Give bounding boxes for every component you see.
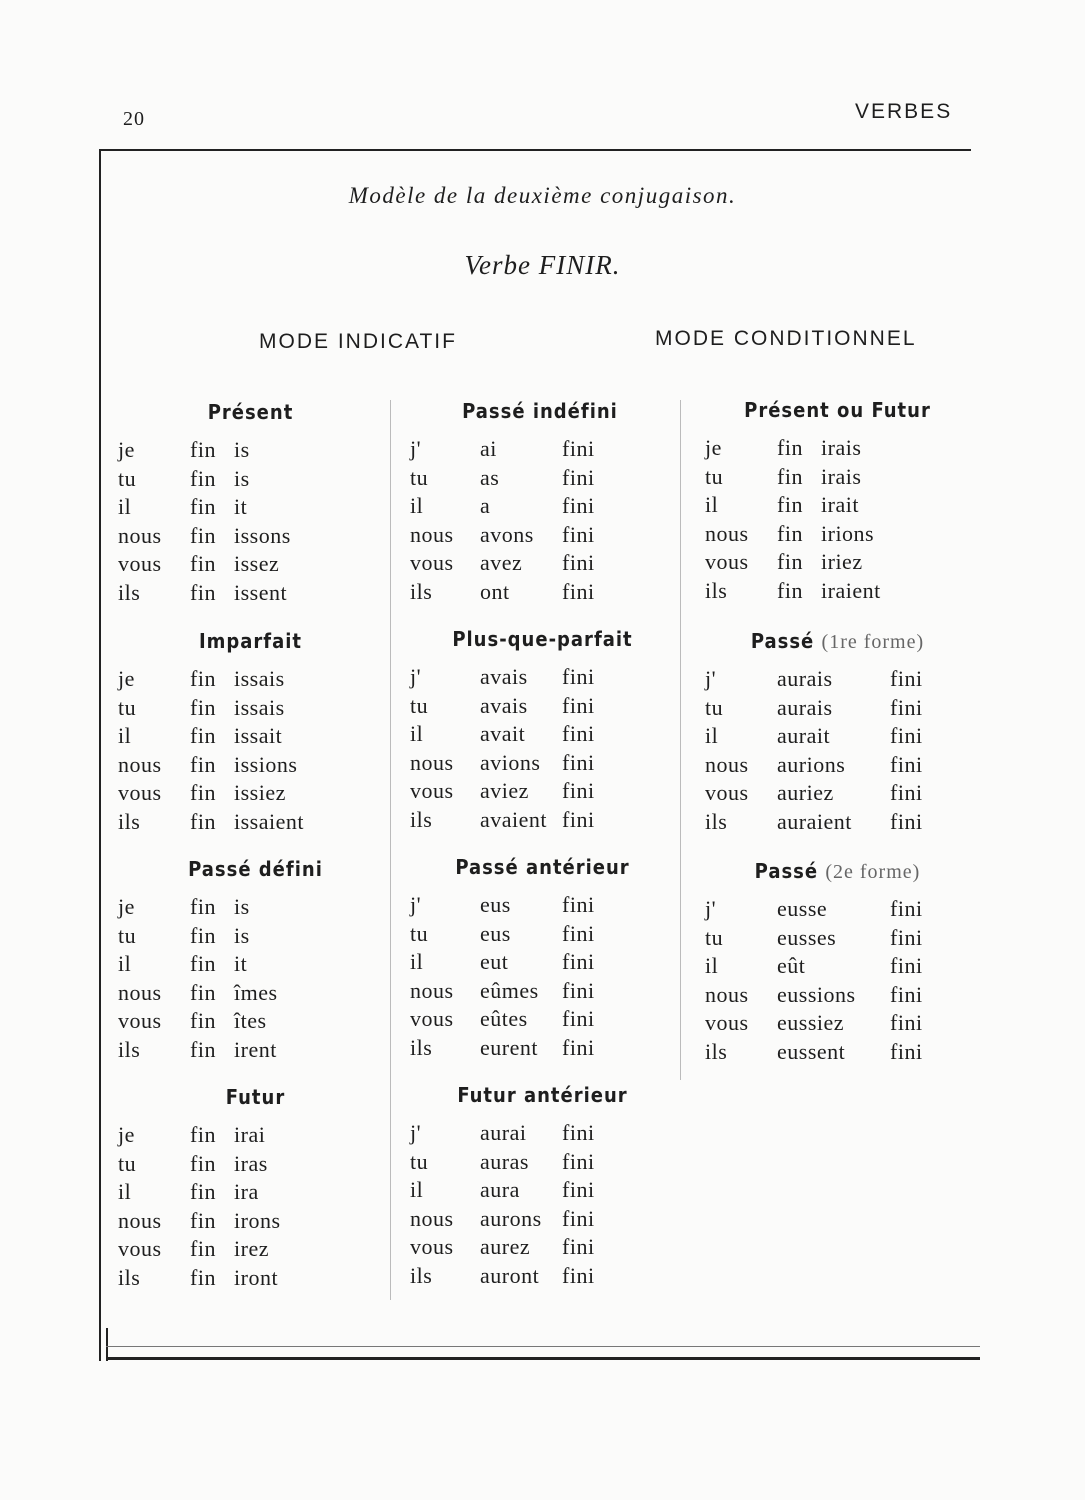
participle: fini: [562, 578, 595, 604]
conjugation-row: [705, 665, 970, 694]
column-divider-2: [680, 400, 681, 1080]
participle: fini: [562, 721, 595, 746]
pronoun: je: [705, 435, 722, 460]
pronoun: vous: [118, 1008, 162, 1033]
pronoun: ils: [410, 806, 433, 832]
pronoun: vous: [410, 1006, 454, 1031]
verb-ending: is: [234, 437, 250, 462]
verb-stem: fin: [190, 579, 216, 605]
verb-ending: irons: [234, 1207, 281, 1233]
participle: fini: [562, 493, 595, 518]
conjugation-row: [118, 751, 383, 780]
conjugation-row: [410, 891, 675, 920]
auxiliary: eussions: [777, 981, 856, 1007]
auxiliary: aurais: [777, 694, 833, 720]
verb-stem: fin: [190, 894, 216, 919]
conjugation-row: [705, 491, 970, 520]
pronoun: tu: [705, 694, 724, 720]
tense-plus-que-parfait: [410, 623, 675, 834]
verb-title: Verbe FINIR.: [464, 250, 621, 280]
tense-conditionnel-present: [705, 394, 970, 605]
verb-ending: it: [234, 494, 248, 519]
pronoun: nous: [118, 1207, 162, 1233]
pronoun: il: [410, 493, 424, 518]
verb-ending: is: [234, 894, 250, 919]
mode-conditionnel-heading: MODE CONDITIONNEL: [655, 327, 917, 350]
conjugation-row: [118, 465, 383, 494]
conjugation-row: [410, 920, 675, 949]
verb-ending: issons: [234, 522, 291, 548]
conjugation-row: [118, 950, 393, 979]
auxiliary: avions: [480, 749, 541, 775]
tense-title: Passé: [750, 629, 815, 653]
pronoun: vous: [118, 780, 162, 805]
auxiliary: avons: [480, 521, 534, 547]
pronoun: vous: [410, 550, 454, 575]
verb-ending: irais: [821, 435, 862, 460]
verb-stem: fin: [190, 694, 216, 720]
auxiliary: avais: [480, 692, 528, 718]
participle: fini: [562, 464, 595, 490]
pronoun: tu: [118, 694, 137, 720]
pronoun: il: [705, 953, 719, 978]
pronoun: tu: [118, 922, 137, 948]
conjugation-row: [705, 952, 970, 981]
pronoun: ils: [410, 1034, 433, 1060]
tense-title: Imparfait: [198, 629, 303, 653]
conjugation-row: [410, 1148, 675, 1177]
pronoun: je: [118, 894, 135, 919]
participle: fini: [562, 977, 595, 1003]
verb-stem: fin: [777, 492, 803, 517]
conjugation-row: [410, 749, 675, 778]
verb-stem: fin: [190, 1264, 216, 1290]
conjugation-row: [705, 924, 970, 953]
conjugation-row: [410, 1034, 675, 1063]
verb-ending: issez: [234, 551, 280, 576]
pronoun: tu: [705, 463, 724, 489]
auxiliary: auras: [480, 1148, 529, 1174]
tense-present: [118, 396, 383, 607]
auxiliary: auriez: [777, 780, 834, 805]
pronoun: ils: [118, 1036, 141, 1062]
conjugation-row: [410, 435, 670, 464]
conjugation-row: [410, 492, 670, 521]
auxiliary: avaient: [480, 806, 548, 832]
pronoun: vous: [705, 780, 749, 805]
conjugation-row: [410, 948, 675, 977]
conjugation-row: [118, 550, 383, 579]
participle: fini: [562, 1034, 595, 1060]
pronoun: il: [118, 494, 132, 519]
auxiliary: as: [480, 464, 500, 490]
verb-ending: îmes: [234, 979, 278, 1005]
auxiliary: auraient: [777, 808, 852, 834]
tense-passe-indefini: [410, 395, 670, 606]
conjugation-row: [410, 977, 675, 1006]
pronoun: vous: [705, 549, 749, 574]
pronoun: tu: [410, 1148, 429, 1174]
verb-stem: fin: [190, 808, 216, 834]
participle: fini: [890, 694, 923, 720]
pronoun: je: [118, 1122, 135, 1147]
auxiliary: eus: [480, 892, 511, 917]
conjugation-row: [410, 578, 670, 607]
top-rule: [99, 149, 971, 151]
conjugation-row: [118, 922, 393, 951]
participle: fini: [890, 1038, 923, 1064]
verb-ending: issais: [234, 694, 285, 720]
tense-note: (1re forme): [821, 631, 925, 653]
conjugation-row: [118, 1178, 393, 1207]
conjugation-row: [118, 779, 383, 808]
participle: fini: [890, 808, 923, 834]
conjugation-row: [705, 722, 970, 751]
conjugation-row: [118, 694, 383, 723]
conjugation-row: [705, 981, 970, 1010]
verb-stem: fin: [190, 1036, 216, 1062]
conjugation-row: [118, 1207, 393, 1236]
pronoun: tu: [118, 1150, 137, 1176]
pronoun: j': [410, 1120, 422, 1145]
verb-stem: fin: [190, 1150, 216, 1176]
participle: fini: [562, 436, 595, 461]
conjugation-row: [118, 1121, 393, 1150]
conjugation-row: [118, 979, 393, 1008]
model-title: Modèle de la deuxième conjugaison.: [348, 183, 737, 208]
pronoun: tu: [705, 924, 724, 950]
participle: fini: [562, 664, 595, 689]
verb-ending: it: [234, 951, 248, 976]
verb-stem: fin: [190, 551, 216, 576]
left-rule: [99, 149, 101, 1361]
pronoun: vous: [410, 1234, 454, 1259]
participle: fini: [562, 1177, 595, 1202]
auxiliary: aurez: [480, 1234, 531, 1259]
conjugation-row: [705, 694, 970, 723]
participle: fini: [562, 521, 595, 547]
verb-ending: iras: [234, 1150, 268, 1176]
participle: fini: [562, 1120, 595, 1145]
pronoun: nous: [410, 521, 454, 547]
participle: fini: [562, 1205, 595, 1231]
pronoun: vous: [118, 551, 162, 576]
auxiliary: avez: [480, 550, 523, 575]
conjugation-row: [410, 464, 670, 493]
verb-ending: issaient: [234, 808, 304, 834]
conjugation-row: [118, 1235, 393, 1264]
verb-ending: issiez: [234, 780, 286, 805]
tense-passe-defini: [118, 853, 393, 1064]
pronoun: j': [410, 664, 422, 689]
verb-ending: îtes: [234, 1008, 267, 1033]
conjugation-row: [410, 1233, 675, 1262]
verb-stem: fin: [190, 1207, 216, 1233]
verb-stem: fin: [190, 751, 216, 777]
pronoun: ils: [705, 577, 728, 603]
participle: fini: [562, 949, 595, 974]
participle: fini: [890, 1010, 923, 1035]
tense-title: Passé antérieur: [455, 855, 630, 879]
tense-conditionnel-passe-2: [705, 855, 970, 1066]
verb-stem: fin: [190, 723, 216, 748]
participle: fini: [890, 723, 923, 748]
verb-stem: fin: [777, 435, 803, 460]
participle: fini: [890, 924, 923, 950]
conjugation-row: [118, 436, 383, 465]
auxiliary: eusses: [777, 924, 837, 950]
pronoun: ils: [705, 808, 728, 834]
verb-ending: irai: [234, 1122, 266, 1147]
conjugation-row: [410, 777, 675, 806]
auxiliary: eusse: [777, 896, 828, 921]
conjugation-row: [705, 548, 970, 577]
participle: fini: [562, 1148, 595, 1174]
verb-ending: irent: [234, 1036, 277, 1062]
conjugation-row: [118, 665, 383, 694]
tense-passe-anterieur: [410, 851, 675, 1062]
pronoun: j': [705, 666, 717, 691]
conjugation-row: [410, 1119, 675, 1148]
pronoun: j': [410, 436, 422, 461]
pronoun: il: [705, 723, 719, 748]
pronoun: nous: [410, 1205, 454, 1231]
auxiliary: eus: [480, 920, 511, 946]
verb-stem: fin: [190, 666, 216, 691]
pronoun: nous: [705, 520, 749, 546]
conjugation-row: [410, 1205, 675, 1234]
tense-title: Futur antérieur: [457, 1083, 628, 1107]
verb-ending: iraient: [821, 577, 881, 603]
conjugation-row: [705, 463, 970, 492]
verb-stem: fin: [777, 463, 803, 489]
pronoun: il: [118, 1179, 132, 1204]
tense-title: Présent ou Futur: [744, 398, 931, 422]
participle: fini: [562, 806, 595, 832]
pronoun: nous: [118, 751, 162, 777]
verb-ending: is: [234, 465, 250, 491]
tense-futur: [118, 1081, 393, 1292]
tense-title: Passé: [754, 859, 819, 883]
participle: fini: [890, 780, 923, 805]
pronoun: je: [118, 437, 135, 462]
auxiliary: avais: [480, 664, 528, 689]
auxiliary: aurait: [777, 723, 831, 748]
verb-ending: iriez: [821, 549, 863, 574]
participle: fini: [890, 953, 923, 978]
conjugation-row: [705, 520, 970, 549]
verb-ending: is: [234, 922, 250, 948]
pronoun: il: [410, 949, 424, 974]
pronoun: il: [410, 721, 424, 746]
participle: fini: [562, 692, 595, 718]
pronoun: ils: [410, 578, 433, 604]
tense-title: Passé indéfini: [462, 399, 618, 423]
pronoun: tu: [410, 692, 429, 718]
pronoun: il: [118, 723, 132, 748]
verb-stem: fin: [190, 780, 216, 805]
running-head: VERBES: [855, 100, 953, 123]
tense-title: Futur: [225, 1085, 286, 1109]
participle: fini: [890, 981, 923, 1007]
conjugation-row: [118, 493, 383, 522]
verb-stem: fin: [777, 577, 803, 603]
verb-ending: issent: [234, 579, 288, 605]
conjugation-row: [118, 1036, 393, 1065]
verb-stem: fin: [190, 979, 216, 1005]
conjugation-row: [410, 692, 675, 721]
verb-stem: fin: [777, 549, 803, 574]
pronoun: j': [705, 896, 717, 921]
auxiliary: eûtes: [480, 1006, 528, 1031]
tense-title: Présent: [207, 400, 294, 424]
tense-imparfait: [118, 625, 383, 836]
mode-indicatif-heading: MODE INDICATIF: [259, 330, 457, 353]
auxiliary: auront: [480, 1262, 540, 1288]
pronoun: nous: [410, 749, 454, 775]
conjugation-row: [705, 751, 970, 780]
auxiliary: eut: [480, 949, 509, 974]
participle: fini: [562, 778, 595, 803]
pronoun: ils: [118, 808, 141, 834]
verb-stem: fin: [190, 951, 216, 976]
bottom-rule-thin: [106, 1346, 980, 1347]
verb-stem: fin: [777, 520, 803, 546]
verb-stem: fin: [190, 465, 216, 491]
conjugation-row: [705, 434, 970, 463]
auxiliary: aurais: [777, 666, 833, 691]
verb-ending: issait: [234, 723, 283, 748]
conjugation-row: [410, 1005, 675, 1034]
verb-ending: issions: [234, 751, 298, 777]
conjugation-row: [410, 549, 670, 578]
verb-stem: fin: [190, 1122, 216, 1147]
conjugation-row: [118, 722, 383, 751]
tense-futur-anterieur: [410, 1079, 675, 1290]
conjugation-row: [410, 1176, 675, 1205]
pronoun: il: [410, 1177, 424, 1202]
conjugation-row: [410, 521, 670, 550]
auxiliary: a: [480, 493, 491, 518]
verb-ending: irez: [234, 1236, 269, 1261]
conjugation-row: [118, 579, 383, 608]
tense-note: (2e forme): [825, 861, 921, 883]
auxiliary: eussent: [777, 1038, 846, 1064]
auxiliary: ai: [480, 436, 497, 461]
pronoun: nous: [410, 977, 454, 1003]
auxiliary: aurai: [480, 1120, 527, 1145]
conjugation-row: [705, 808, 970, 837]
conjugation-row: [705, 895, 970, 924]
verb-ending: irait: [821, 492, 859, 517]
pronoun: je: [118, 666, 135, 691]
tense-title: Plus-que-parfait: [452, 627, 633, 651]
verb-stem: fin: [190, 1179, 216, 1204]
auxiliary: eût: [777, 953, 806, 978]
auxiliary: aurions: [777, 751, 846, 777]
participle: fini: [562, 892, 595, 917]
pronoun: nous: [118, 522, 162, 548]
tense-conditionnel-passe-1: [705, 625, 970, 836]
auxiliary: ont: [480, 578, 510, 604]
participle: fini: [890, 896, 923, 921]
pronoun: tu: [118, 465, 137, 491]
pronoun: vous: [705, 1010, 749, 1035]
verb-stem: fin: [190, 922, 216, 948]
page-number: 20: [123, 108, 145, 130]
pronoun: j': [410, 892, 422, 917]
conjugation-row: [118, 808, 383, 837]
participle: fini: [562, 920, 595, 946]
participle: fini: [562, 1006, 595, 1031]
conjugation-row: [410, 720, 675, 749]
participle: fini: [890, 751, 923, 777]
participle: fini: [562, 550, 595, 575]
verb-ending: irais: [821, 463, 862, 489]
conjugation-row: [410, 806, 675, 835]
participle: fini: [562, 749, 595, 775]
bottom-rule: [106, 1357, 980, 1360]
verb-ending: iront: [234, 1264, 279, 1290]
pronoun: nous: [118, 979, 162, 1005]
pronoun: vous: [410, 778, 454, 803]
conjugation-row: [410, 663, 675, 692]
pronoun: nous: [705, 981, 749, 1007]
pronoun: tu: [410, 464, 429, 490]
conjugation-row: [118, 1264, 393, 1293]
verb-ending: irions: [821, 520, 875, 546]
conjugation-row: [118, 1150, 393, 1179]
pronoun: il: [118, 951, 132, 976]
verb-stem: fin: [190, 494, 216, 519]
conjugation-row: [705, 1009, 970, 1038]
verb-stem: fin: [190, 1008, 216, 1033]
conjugation-row: [118, 522, 383, 551]
auxiliary: eussiez: [777, 1010, 845, 1035]
auxiliary: avait: [480, 721, 526, 746]
auxiliary: eurent: [480, 1034, 538, 1060]
pronoun: vous: [118, 1236, 162, 1261]
conjugation-row: [705, 577, 970, 606]
verb-stem: fin: [190, 1236, 216, 1261]
tense-title: Passé défini: [188, 857, 323, 881]
conjugation-row: [118, 893, 393, 922]
pronoun: nous: [705, 751, 749, 777]
conjugation-row: [705, 779, 970, 808]
participle: fini: [562, 1262, 595, 1288]
conjugation-row: [118, 1007, 393, 1036]
auxiliary: eûmes: [480, 977, 539, 1003]
pronoun: ils: [705, 1038, 728, 1064]
auxiliary: aviez: [480, 778, 529, 803]
pronoun: ils: [410, 1262, 433, 1288]
pronoun: ils: [118, 579, 141, 605]
pronoun: tu: [410, 920, 429, 946]
pronoun: ils: [118, 1264, 141, 1290]
conjugation-row: [705, 1038, 970, 1067]
verb-ending: issais: [234, 666, 285, 691]
conjugation-row: [410, 1262, 675, 1291]
verb-ending: ira: [234, 1179, 259, 1204]
participle: fini: [890, 666, 923, 691]
participle: fini: [562, 1234, 595, 1259]
verb-stem: fin: [190, 437, 216, 462]
auxiliary: aurons: [480, 1205, 542, 1231]
pronoun: il: [705, 492, 719, 517]
verb-stem: fin: [190, 522, 216, 548]
auxiliary: aura: [480, 1177, 520, 1202]
